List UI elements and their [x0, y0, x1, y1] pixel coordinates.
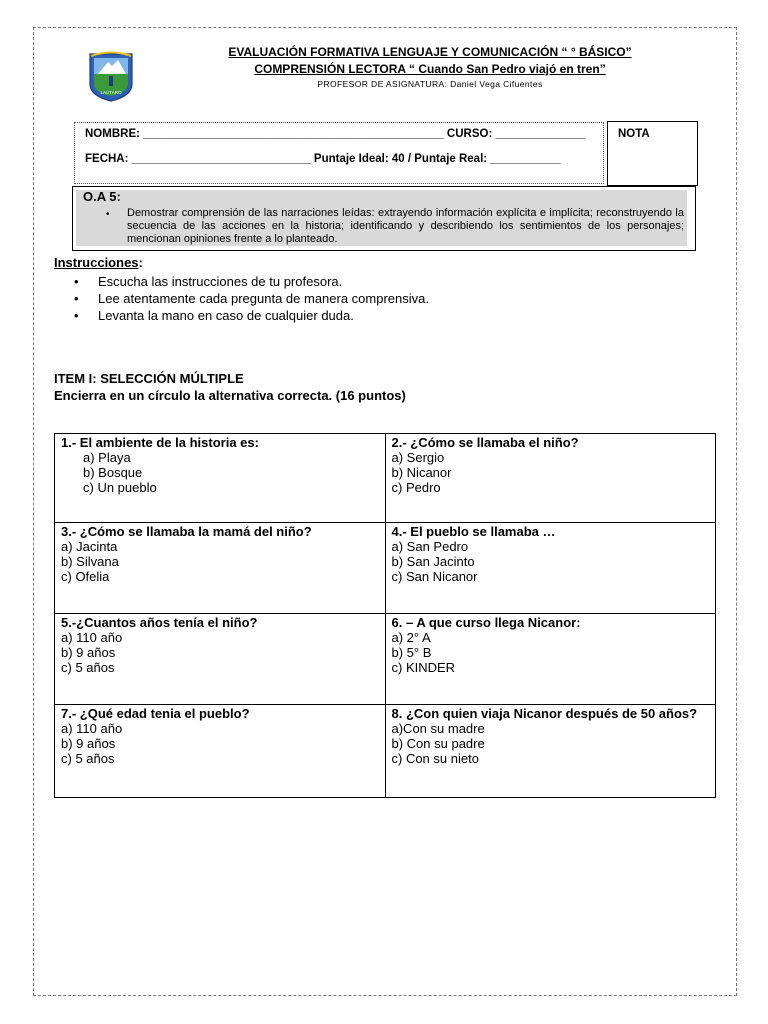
- student-info-box: [74, 122, 604, 184]
- option-a[interactable]: a) 110 año: [61, 630, 123, 645]
- option-a[interactable]: a)Con su madre: [391, 721, 485, 736]
- question-cell-2: [385, 434, 716, 523]
- option-a[interactable]: a) 2° A: [391, 630, 431, 645]
- option-c[interactable]: c) KINDER: [391, 660, 456, 675]
- question-cell-8: [385, 705, 716, 798]
- option-b[interactable]: b) 9 años: [61, 736, 116, 751]
- option-b[interactable]: b) 5° B: [391, 645, 432, 660]
- option-c[interactable]: c) Ofelia: [61, 569, 110, 584]
- objective-title: O.A 5:: [83, 189, 121, 204]
- nombre-curso-line[interactable]: NOMBRE: _______________________________________________ CURSO: ______________: [85, 128, 586, 140]
- question-cell-4: [385, 523, 716, 614]
- option-b[interactable]: b) 9 años: [61, 645, 116, 660]
- option-b[interactable]: b) Silvana: [61, 554, 119, 569]
- bullet-icon: •: [74, 274, 79, 289]
- option-b[interactable]: b) Nicanor: [391, 465, 452, 480]
- option-c[interactable]: c) 5 años: [61, 660, 115, 675]
- bullet-icon: •: [74, 308, 79, 323]
- fecha-puntaje-line[interactable]: FECHA: ____________________________ Puntaje Ideal: 40 / Puntaje Real: ___________: [85, 153, 561, 165]
- objective-box: [72, 186, 696, 251]
- instructions-title: Instrucciones:: [54, 255, 143, 270]
- list-item: • Lee atentamente cada pregunta de manera comprensiva.: [74, 291, 429, 306]
- question-text: 4.- El pueblo se llamaba …: [391, 524, 556, 539]
- option-a[interactable]: a) Jacinta: [61, 539, 118, 554]
- questions-table: [54, 433, 716, 798]
- option-c[interactable]: c) 5 años: [61, 751, 115, 766]
- logo-label: LAUTARO: [100, 90, 122, 95]
- header-teacher: PROFESOR DE ASIGNATURA: Daniel Vega Cifuentes: [317, 79, 543, 89]
- question-text: 7.- ¿Qué edad tenia el pueblo?: [61, 706, 250, 721]
- option-a[interactable]: a) 110 año: [61, 721, 123, 736]
- question-text: 3.- ¿Cómo se llamaba la mamá del niño?: [61, 524, 312, 539]
- school-crest-icon: [88, 50, 134, 102]
- question-cell-7: [55, 705, 386, 798]
- instructions-list: [74, 273, 429, 324]
- list-item: • Escucha las instrucciones de tu profesora.: [74, 274, 343, 289]
- item-subtitle: Encierra en un círculo la alternativa correcta. (16 puntos): [54, 388, 406, 403]
- item-title: ITEM I: SELECCIÓN MÚLTIPLE: [54, 371, 244, 386]
- question-text: 8. ¿Con quien viaja Nicanor después de 50 años?: [391, 706, 698, 721]
- list-item: • Levanta la mano en caso de cualquier duda.: [74, 308, 354, 323]
- option-a[interactable]: a) Playa: [83, 450, 131, 465]
- option-a[interactable]: a) Sergio: [391, 450, 445, 465]
- question-cell-5: [55, 614, 386, 705]
- bullet-icon: •: [106, 209, 110, 220]
- question-cell-1: [55, 434, 386, 523]
- objective-text: Demostrar comprensión de las narraciones leídas: extrayendo información explícita e implícita; reconstruyendo la secuencia de las acciones en la historia; identificando y describiendo los sentimientos de los personajes; mencionan opiniones frente a lo planteado.: [127, 207, 684, 245]
- question-cell-3: [55, 523, 386, 614]
- header-subtitle: COMPRENSIÓN LECTORA “ Cuando San Pedro viajó en tren”: [254, 62, 606, 76]
- nota-label: NOTA: [618, 128, 650, 140]
- question-text: 6. – A que curso llega Nicanor:: [391, 615, 581, 630]
- option-a[interactable]: a) San Pedro: [391, 539, 469, 554]
- option-c[interactable]: c) Un pueblo: [83, 480, 157, 495]
- nota-box[interactable]: [607, 121, 698, 186]
- option-b[interactable]: b) Con su padre: [391, 736, 485, 751]
- question-text: 2.- ¿Cómo se llamaba el niño?: [391, 435, 579, 450]
- option-b[interactable]: b) Bosque: [83, 465, 143, 480]
- option-c[interactable]: c) San Nicanor: [391, 569, 478, 584]
- question-cell-6: [385, 614, 716, 705]
- option-b[interactable]: b) San Jacinto: [391, 554, 475, 569]
- question-text: 1.- El ambiente de la historia es:: [61, 435, 259, 450]
- option-c[interactable]: c) Con su nieto: [391, 751, 479, 766]
- option-c[interactable]: c) Pedro: [391, 480, 441, 495]
- bullet-icon: •: [74, 291, 79, 306]
- question-text: 5.-¿Cuantos años tenía el niño?: [61, 615, 258, 630]
- header-title: EVALUACIÓN FORMATIVA LENGUAJE Y COMUNICACIÓN “ ° BÁSICO”: [228, 45, 632, 59]
